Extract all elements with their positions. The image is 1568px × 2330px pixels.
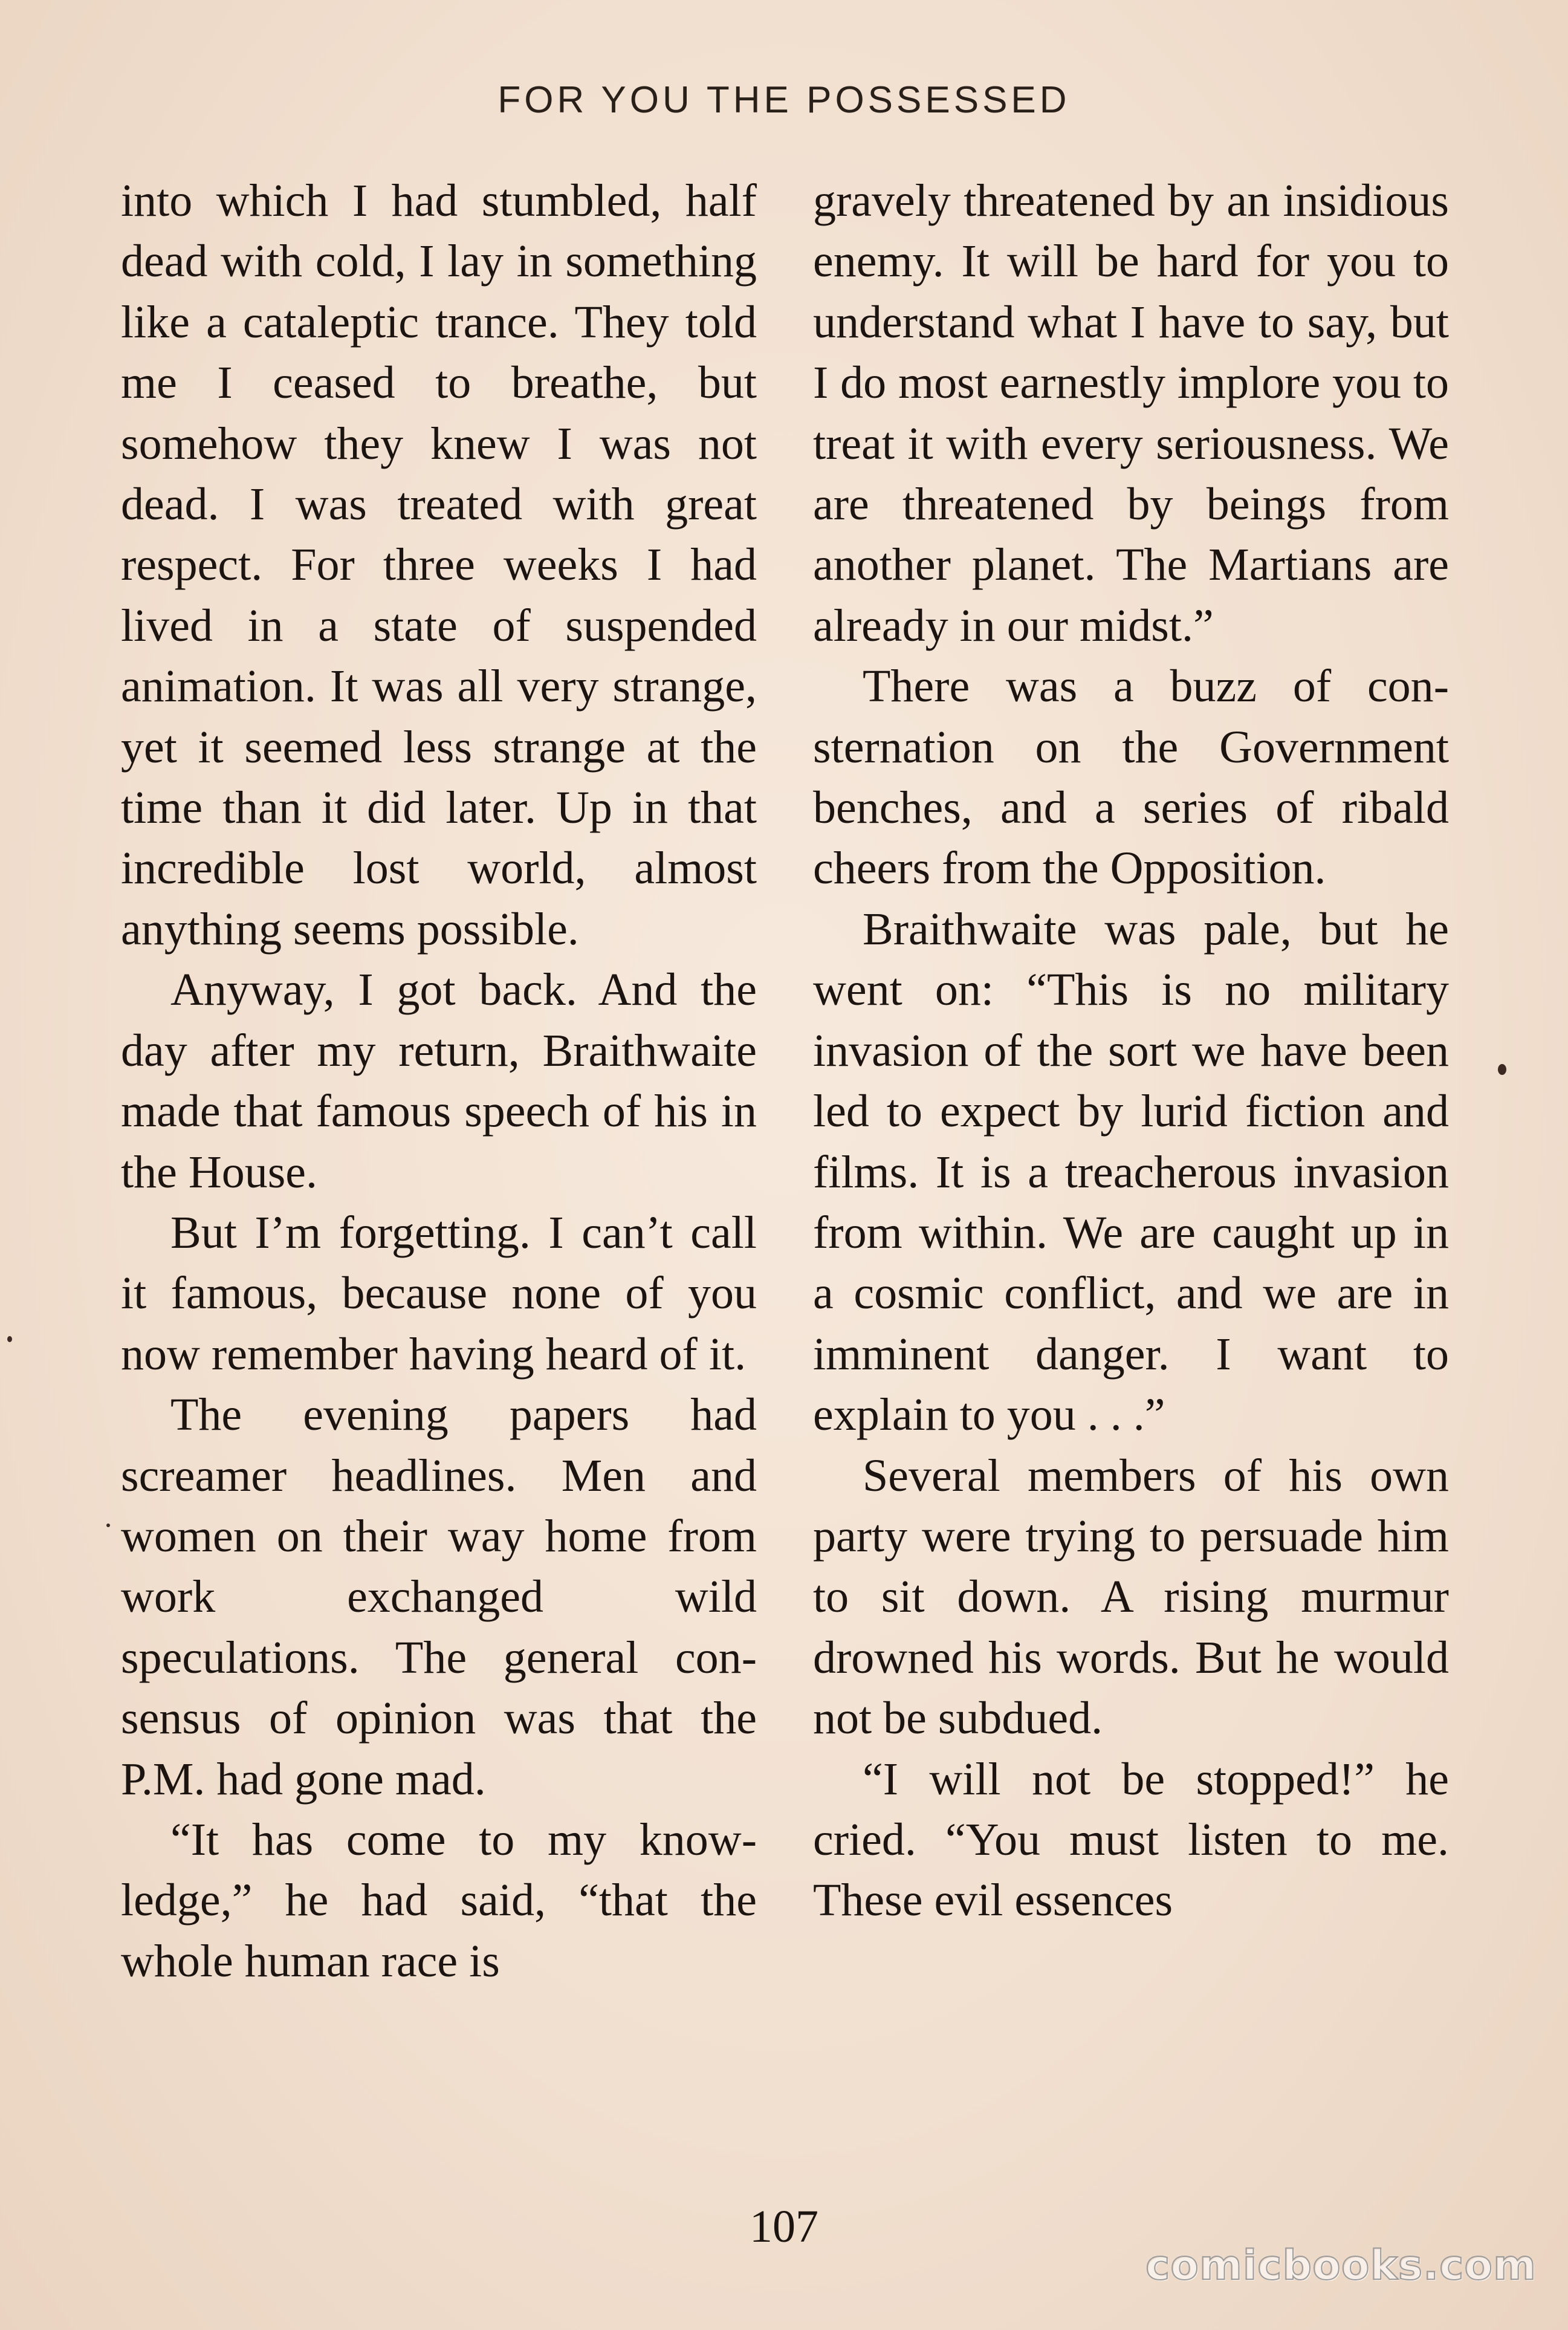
paragraph: Anyway, I got back. And the day after my return, Braithwaite made that famous speech of his in the House. [121, 964, 757, 1198]
paragraph: “It has come to my knowledge,” he had said, “that the whole human race is [121, 1814, 757, 1987]
left-column [121, 170, 757, 1991]
paragraph: into which I had stumbled, half dead with cold, I lay in something like a cataleptic trance. They told me I ceased to breathe, but somehow they knew I was not dead. I was treated with great respect. For three weeks I had lived in a state of suspended animation. It was all very strange, yet it seemed less strange at the time than it did later. Up in that incredible lost world, almost anything seems possible. [121, 175, 757, 955]
paragraph: “I will not be stopped!” he cried. “You must listen to me. These evil essences [813, 1753, 1449, 1926]
watermark: comicbooks.com [1145, 2242, 1537, 2289]
page-number: 107 [750, 2201, 818, 2252]
paragraph: But I’m forgetting. I can’t call it famous, because none of you now remember having heard of it. [121, 1207, 757, 1380]
right-column [813, 170, 1449, 1931]
paragraph: Braithwaite was pale, but he went on: “This is no military invasion of the sort we have been led to expect by lurid fiction and films. It is a treacherous invasion from within. We are caught up in a cosmic conflict, and we are in imminent danger. I want to explain to you . . .” [813, 903, 1449, 1441]
running-head: FOR YOU THE POSSESSED [497, 79, 1071, 121]
paper-speck [1498, 1064, 1506, 1075]
paragraph: There was a buzz of consternation on the Government benches, and a series of ribald cheers from the Opposition. [813, 661, 1449, 894]
paper-speck [7, 1336, 12, 1342]
paper-speck [106, 1524, 110, 1527]
paragraph: gravely threatened by an insidious enemy. It will be hard for you to understand what I have to say, but I do most earnestly implore you to treat it with every seriousness. We are threatened by beings from another planet. The Martians are already in our midst.” [813, 175, 1449, 651]
paragraph: Several members of his own party were trying to persuade him to sit down. A rising murmur drowned his words. But he would not be subdued. [813, 1450, 1449, 1744]
paragraph: The evening papers had screamer headlines. Men and women on their way home from work exchanged wild speculations. The general consensus of opinion was that the P.M. had gone mad. [121, 1389, 757, 1805]
